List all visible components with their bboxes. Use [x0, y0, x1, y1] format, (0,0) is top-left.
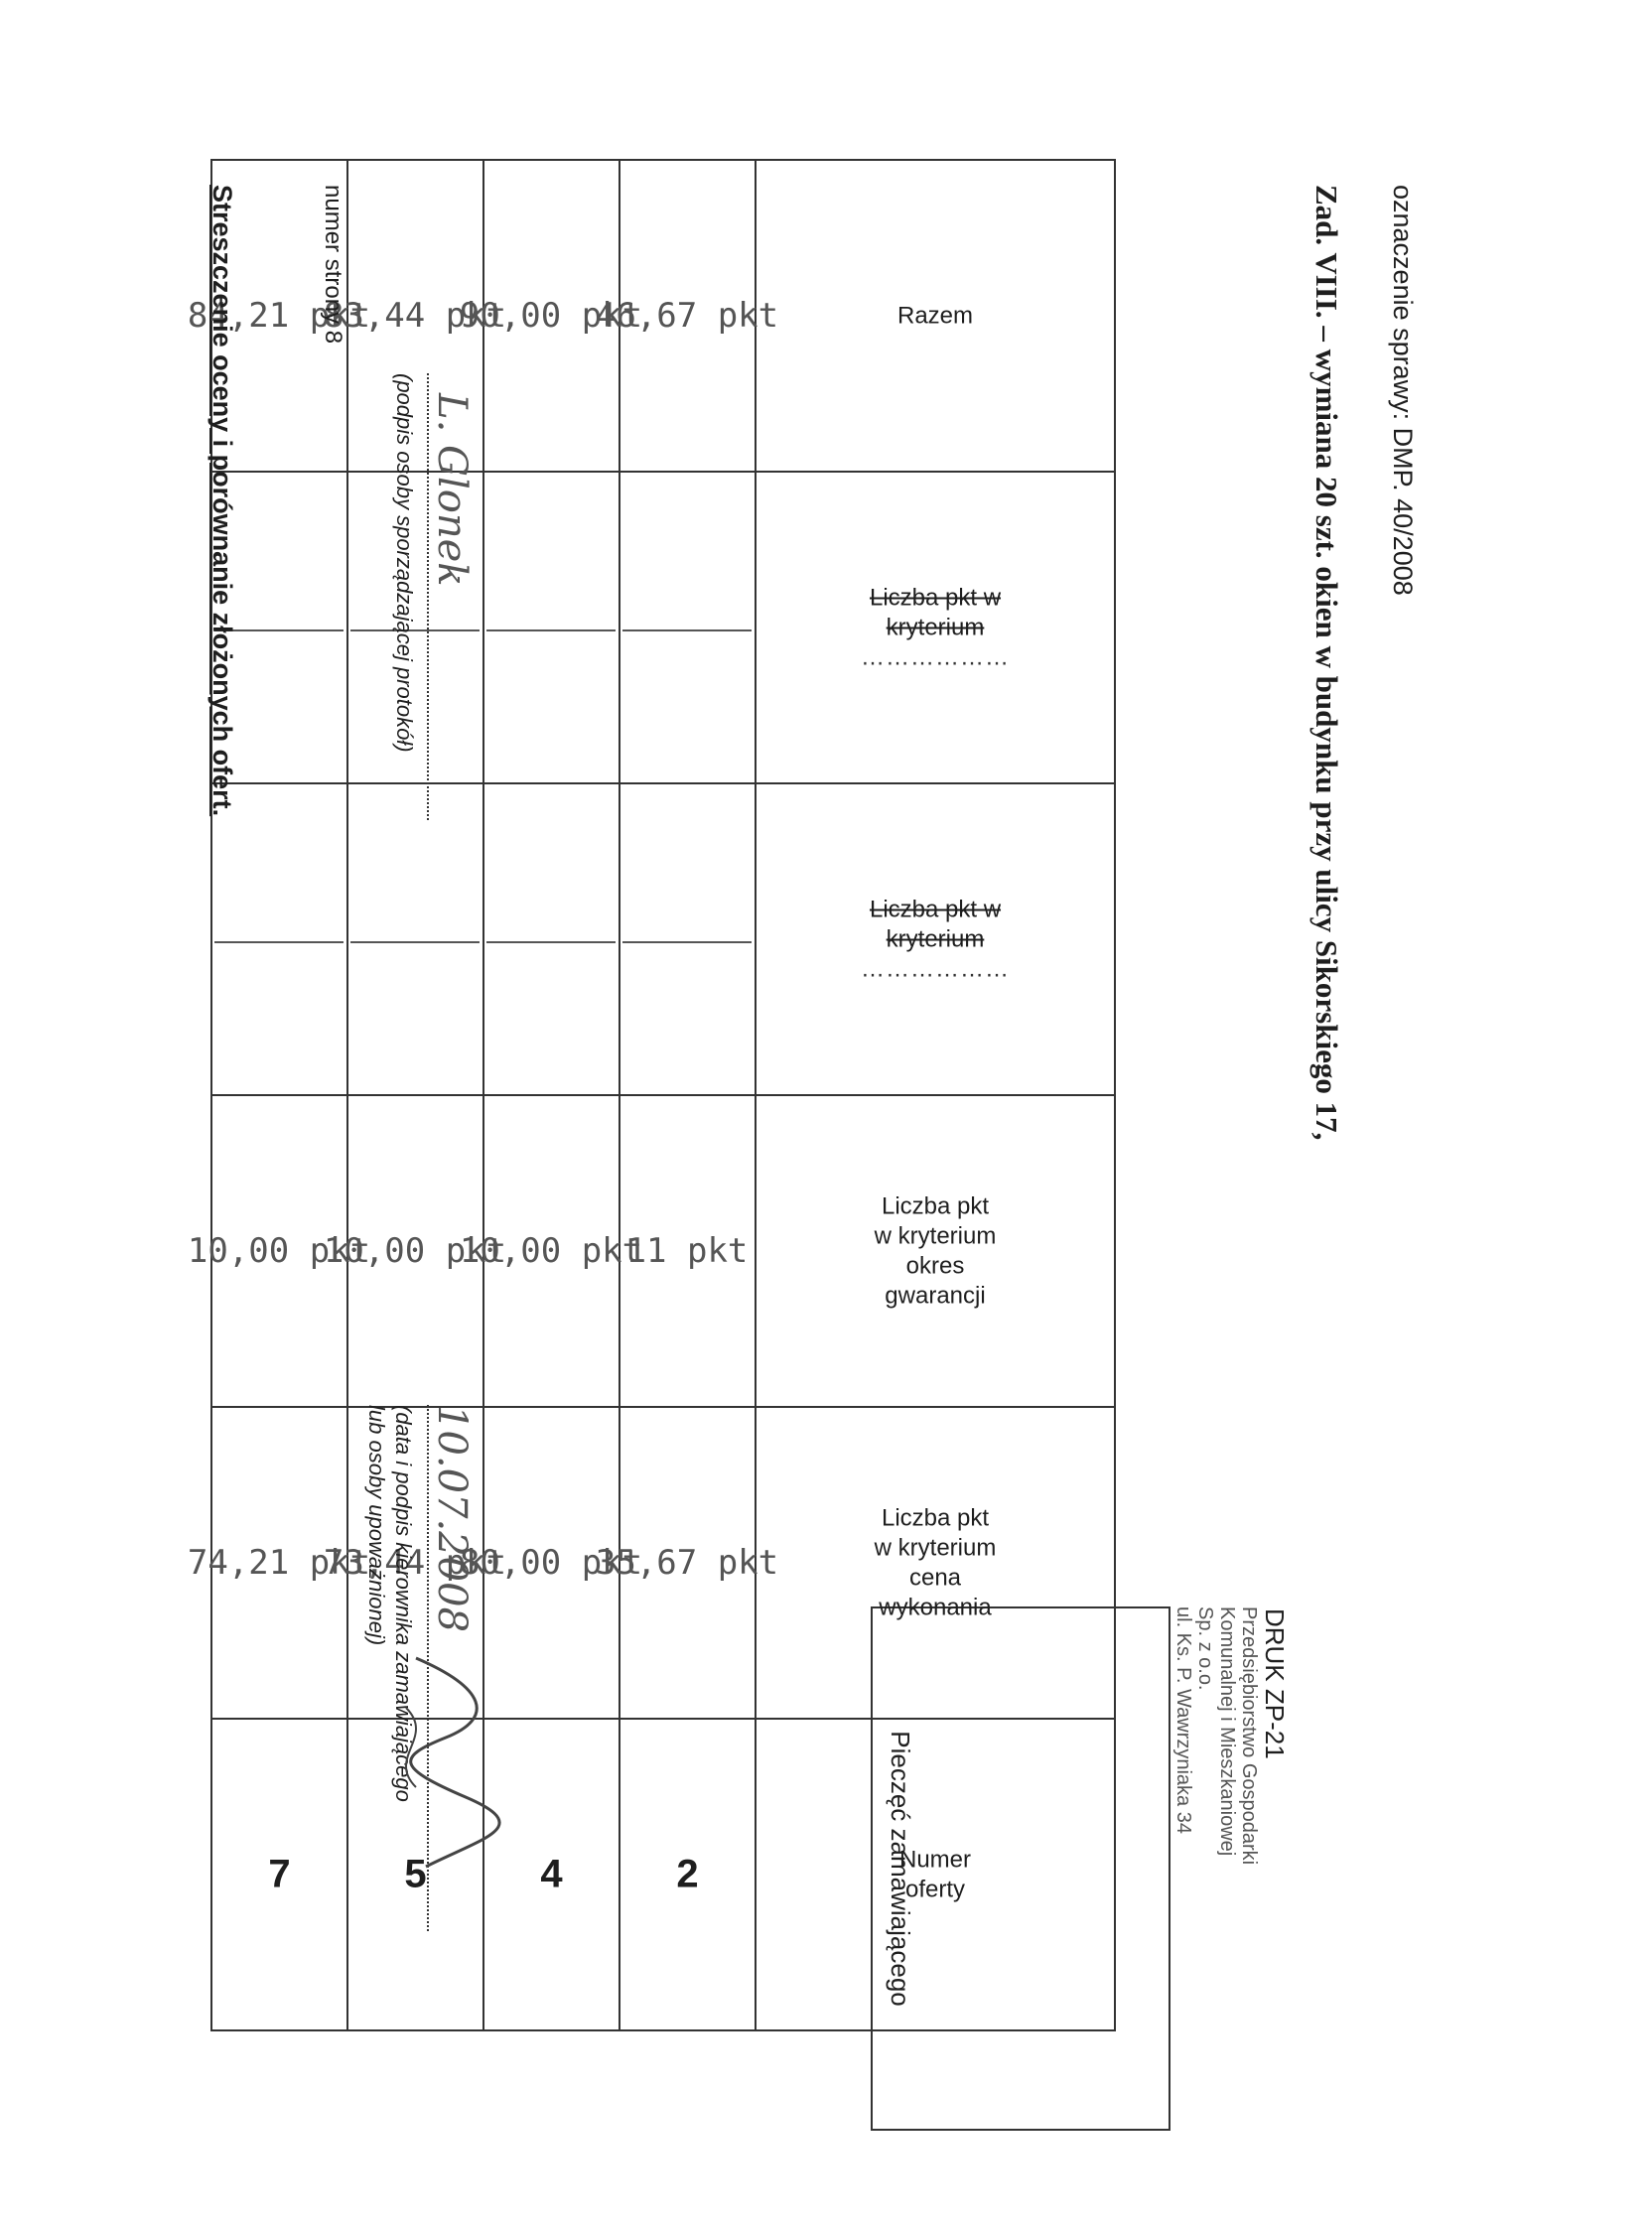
preparer-caption: (podpis osoby sporządzającej protokół)	[392, 373, 417, 753]
preparer-signature: L. Glonek	[429, 393, 475, 587]
price-points: 35,67 pkt	[596, 1543, 779, 1583]
page-number: numer strony 8	[320, 185, 346, 345]
total-points: 83,44 pkt	[324, 296, 507, 336]
warranty-points: 10,00 pkt	[324, 1231, 507, 1271]
price-points: 74,21 pkt	[188, 1543, 371, 1583]
header-wrapper	[861, 449, 1010, 806]
price-points: 80,00 pkt	[460, 1543, 643, 1583]
stamp-caption: Pieczęć zamawiającego	[886, 1731, 915, 2007]
warranty-points: 10,00 pkt	[460, 1231, 643, 1271]
offer-number: 4	[540, 1852, 563, 1896]
header-text-group	[861, 895, 1010, 984]
stamp-line: Sp. z o.o.	[1194, 1606, 1216, 1691]
warranty-points: 10,00 pkt	[188, 1231, 371, 1271]
signature-line	[427, 373, 429, 820]
stamp-line: Przedsiębiorstwo Gospodarki	[1238, 1606, 1260, 1866]
warranty-points-cell	[188, 1095, 371, 1407]
total-points: 90,00 pkt	[460, 296, 643, 336]
print-code: DRUK ZP-21	[1260, 1608, 1290, 1759]
header-wrapper	[875, 1072, 997, 1430]
table-row	[620, 160, 756, 2030]
price-points: 73,44 pkt	[324, 1543, 507, 1583]
header-criterion-blank: Liczba pkt w kryterium	[869, 896, 1002, 952]
director-signature	[376, 1648, 505, 1877]
criterion-dash	[125, 619, 435, 636]
header-text-group	[861, 583, 1010, 672]
stamp-line: Komunalnej i Mieszkaniowej	[1216, 1606, 1238, 1857]
case-reference: oznaczenie sprawy: DMP. 40/2008	[1388, 185, 1418, 596]
director-caption-line: lub osoby upoważnionej)	[364, 1405, 389, 1646]
total-points: 46,67 pkt	[596, 296, 779, 336]
header-wrapper	[875, 1696, 997, 2053]
date-handwritten: 10.07.2008	[429, 1405, 475, 1633]
header-total: Razem	[896, 302, 974, 329]
offer-number: 5	[404, 1852, 427, 1896]
offer-number-cell	[211, 1719, 347, 2030]
total-points: 84,21 pkt	[188, 296, 371, 336]
offer-number: 2	[676, 1852, 699, 1896]
header-dots: ………………	[861, 643, 1010, 670]
scores-table	[188, 159, 1116, 2031]
header-criterion-blank: Liczba pkt w kryterium	[869, 584, 1002, 640]
offer-number: 7	[268, 1852, 291, 1896]
header-price-points: Liczba pkt w kryterium cena wykonania	[874, 1504, 997, 1620]
warranty-points: 11 pkt	[626, 1231, 749, 1271]
summary-title: Streszczenie oceny i porównanie złożonych ofert.	[207, 185, 237, 817]
director-caption-line: (data i podpis kierownika zamawiającego	[391, 1405, 416, 1802]
criterion-dash	[125, 930, 435, 948]
header-warranty-points: Liczba pkt w kryterium okres gwarancji	[874, 1192, 997, 1309]
header-wrapper	[875, 137, 997, 494]
header-wrapper	[861, 761, 1010, 1118]
table-header-row	[756, 160, 1115, 2030]
header-wrapper	[875, 1384, 997, 1742]
stamp-line: ul. Ks. P. Wawrzyniaka 34	[1172, 1606, 1194, 1834]
dash-line	[215, 941, 344, 943]
header-offer-number: Numer oferty	[898, 1846, 971, 1902]
company-stamp	[1172, 1606, 1260, 1894]
price-points-cell	[188, 1407, 371, 1719]
header-dots: ………………	[861, 955, 1010, 982]
document-title: Zad. VIII. – wymiana 20 szt. okien w budynku przy ulicy Sikorskiego 17,	[1309, 185, 1344, 1141]
criterion-dash-cell	[211, 783, 347, 1095]
